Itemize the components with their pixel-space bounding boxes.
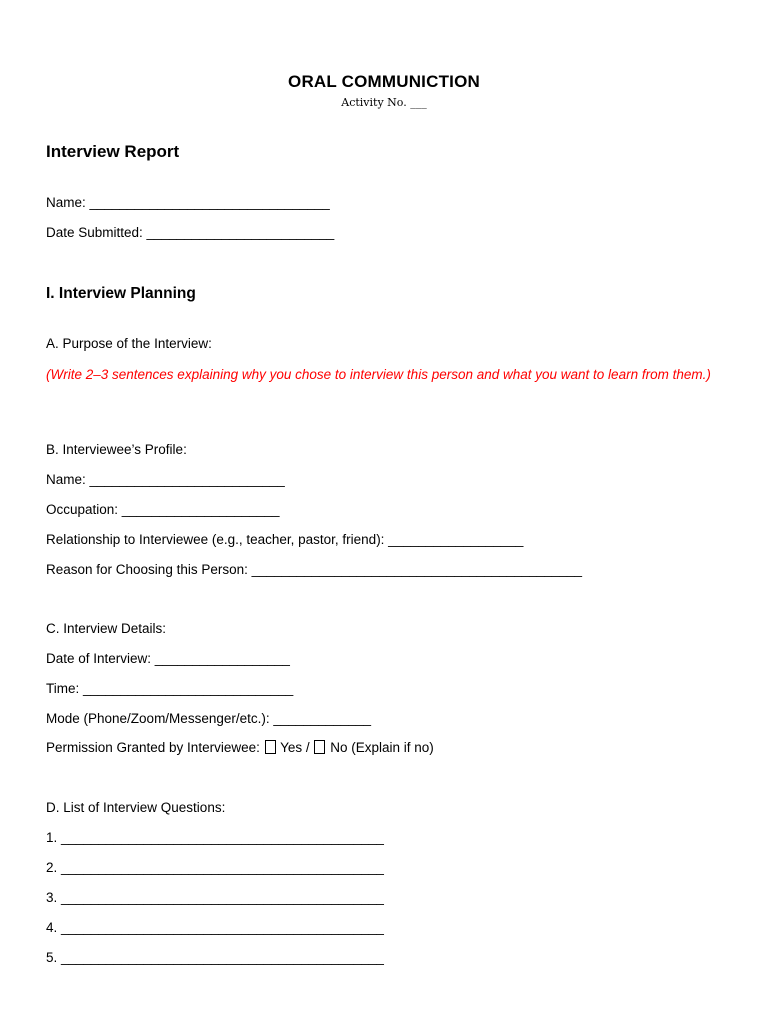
- question-line: 4. ___________________________________________: [46, 920, 384, 935]
- details-label: C. Interview Details:: [46, 621, 167, 636]
- student-name-line: Name: ________________________________: [46, 195, 330, 210]
- document-title: ORAL COMMUNICTION: [288, 72, 480, 91]
- interviewee-name-line: Name: __________________________: [46, 472, 285, 487]
- report-heading: Interview Report: [46, 142, 180, 161]
- no-checkbox[interactable]: [314, 740, 325, 754]
- questions-label: D. List of Interview Questions:: [46, 800, 226, 815]
- question-line: 1. ___________________________________________: [46, 830, 384, 845]
- activity-number: Activity No. ___: [341, 96, 427, 109]
- purpose-label: A. Purpose of the Interview:: [46, 336, 212, 351]
- interview-mode-line: Mode (Phone/Zoom/Messenger/etc.): _____________: [46, 711, 371, 726]
- permission-line: [46, 740, 434, 755]
- yes-checkbox[interactable]: [265, 740, 276, 754]
- permission-no-label: No (Explain if no): [330, 740, 434, 755]
- question-line: 3. ___________________________________________: [46, 890, 384, 905]
- planning-heading: I. Interview Planning: [46, 285, 196, 302]
- question-line: 2. ___________________________________________: [46, 860, 384, 875]
- date-submitted-line: Date Submitted: _________________________: [46, 225, 335, 240]
- interview-time-line: Time: ____________________________: [46, 681, 294, 696]
- purpose-instruction: (Write 2–3 sentences explaining why you chose to interview this person and what you want to learn from them.): [46, 367, 711, 382]
- profile-label: B. Interviewee’s Profile:: [46, 442, 187, 457]
- relationship-line: Relationship to Interviewee (e.g., teacher, pastor, friend): __________________: [46, 532, 524, 547]
- occupation-line: Occupation: _____________________: [46, 502, 280, 517]
- interview-date-line: Date of Interview: __________________: [46, 651, 290, 666]
- permission-yes-label: Yes /: [280, 740, 310, 755]
- reason-line: Reason for Choosing this Person: ____________________________________________: [46, 562, 582, 577]
- permission-prefix: Permission Granted by Interviewee:: [46, 740, 260, 755]
- question-line: 5. ___________________________________________: [46, 950, 384, 965]
